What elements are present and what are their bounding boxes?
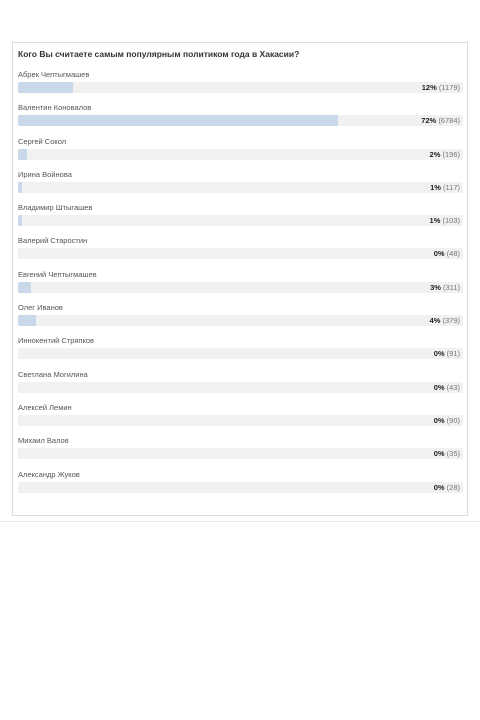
poll-result-percent: 0% [433,249,445,259]
poll-result-percent: 0% [433,482,445,492]
poll-result-bar [18,315,463,326]
poll-result-value [430,216,460,226]
poll-result-votes: (103) [442,216,460,226]
poll-option-name: Александр Жуков [18,469,80,479]
divider [0,521,480,522]
poll-result-votes: (91) [446,349,460,359]
poll-result-percent: 3% [430,282,441,292]
poll-option-2 [18,103,463,136]
poll-result-percent: 2% [429,149,441,159]
poll-result-bar [18,82,463,93]
poll-result-percent: 0% [433,382,445,392]
poll-card [12,42,468,516]
poll-result-value [434,416,460,426]
poll-question: Кого Вы считаете самым популярным политиком года в Хакасии? [18,49,300,59]
poll-result-value [434,349,460,359]
poll-result-value [434,449,460,459]
poll-options-list [18,70,463,503]
poll-option-13 [18,470,463,503]
poll-result-bar [18,215,463,226]
poll-option-4 [18,170,463,203]
poll-option-5 [18,203,463,236]
poll-option-name: Владимир Штыгашев [18,203,93,213]
poll-result-bar [18,149,463,160]
poll-result-bar [18,415,463,426]
poll-option-11 [18,403,463,436]
poll-option-3 [18,137,463,170]
poll-result-votes: (90) [446,415,460,425]
poll-result-bar-fill [18,115,338,126]
poll-option-name: Светлана Могилина [18,369,88,379]
poll-option-name: Михаил Валов [18,436,69,446]
poll-result-percent: 0% [433,349,445,359]
poll-result-bar-fill [18,82,73,93]
poll-result-bar-fill [18,182,22,193]
poll-option-7 [18,270,463,303]
poll-result-votes: (379) [442,316,460,326]
poll-result-bar [18,448,463,459]
poll-option-8 [18,303,463,336]
poll-option-10 [18,370,463,403]
poll-result-bar [18,482,463,493]
poll-option-name: Валентин Коновалов [18,103,92,113]
poll-option-name: Абрек Чептыгмашев [18,70,90,79]
poll-result-percent: 0% [433,415,445,425]
poll-result-bar [18,282,463,293]
poll-result-bar-fill [18,149,27,160]
poll-result-bar-fill [18,315,36,326]
poll-result-votes: (196) [442,149,460,159]
poll-option-name: Сергей Сокол [18,136,67,146]
poll-result-bar [18,382,463,393]
poll-result-bar [18,115,463,126]
poll-result-value [434,383,460,393]
poll-result-value [430,316,460,326]
poll-result-value [430,183,460,193]
poll-result-votes: (311) [443,282,460,292]
poll-result-bar [18,348,463,359]
poll-result-percent: 12% [421,83,437,92]
poll-result-votes: (48) [446,249,460,259]
poll-option-6 [18,236,463,269]
poll-result-value [430,150,460,160]
poll-result-bar-fill [18,282,31,293]
poll-result-votes: (28) [446,482,460,492]
poll-result-percent: 4% [429,316,441,326]
poll-option-12 [18,436,463,469]
poll-option-9 [18,336,463,369]
poll-result-percent: 72% [421,116,437,126]
poll-result-bar [18,182,463,193]
poll-result-percent: 1% [429,216,441,226]
poll-result-value [434,249,460,259]
poll-result-value [421,116,460,126]
poll-option-name: Иннокентий Стряпков [18,336,95,346]
poll-result-votes: (1179) [438,83,460,92]
poll-result-percent: 1% [430,182,441,192]
poll-result-bar [18,248,463,259]
poll-result-percent: 0% [433,449,445,459]
poll-option-name: Ирина Войнова [18,169,72,179]
poll-option-name: Алексей Лемин [18,402,72,412]
poll-result-votes: (43) [446,382,460,392]
poll-result-bar-fill [18,215,22,226]
poll-result-votes: (6784) [438,116,460,126]
poll-option-1 [18,70,463,103]
poll-result-votes: (117) [443,182,460,192]
poll-result-value [430,283,460,293]
poll-option-name: Валерий Старостин [18,236,88,246]
poll-option-name: Евгений Чептыгмашев [18,269,97,279]
poll-result-value [434,483,460,493]
poll-result-value [422,83,460,93]
poll-option-name: Олег Иванов [18,303,63,313]
poll-result-votes: (35) [446,449,460,459]
